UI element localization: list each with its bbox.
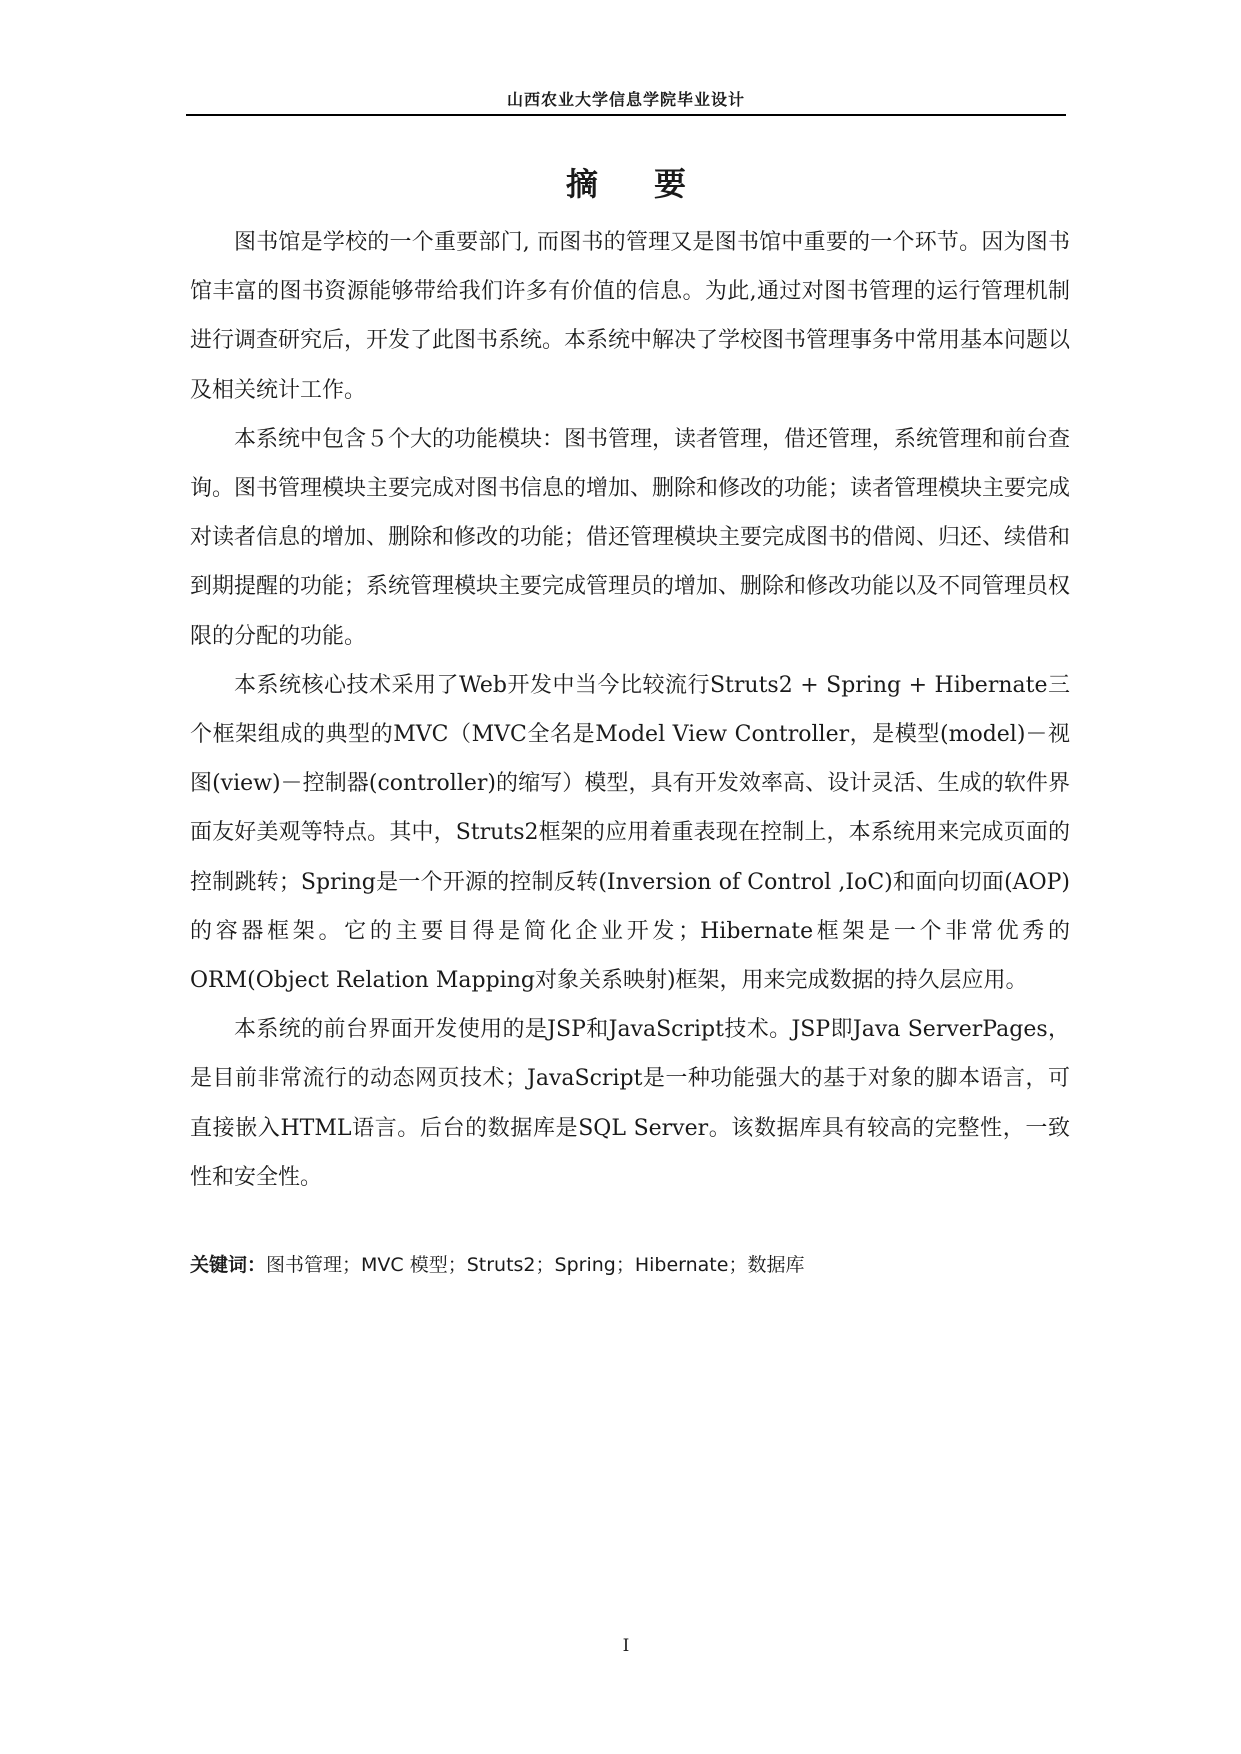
abstract-title: 摘要 — [565, 165, 742, 203]
header-rule — [186, 114, 1066, 116]
page-number: I — [622, 1636, 630, 1656]
keywords-line — [190, 1250, 1070, 1280]
abstract-paragraph-2: 本系统中包含５个大的功能模块：图书管理，读者管理，借还管理，系统管理和前台查询。图书管理模块主要完成对图书信息的增加、删除和修改的功能；读者管理模块主要完成对读者信息的增加、删除和修改的功能；借还管理模块主要完成图书的借阅、归还、续借和到期提醒的功能；系统管理模块主要完成管理员的增加、删除和修改功能以及不同管理员权限的分配的功能。 — [190, 426, 1071, 649]
abstract-body — [190, 218, 1070, 1202]
abstract-paragraph-4: 本系统的前台界面开发使用的是JSP和JavaScript技术。JSP即Java ServerPages，是目前非常流行的动态网页技术；JavaScript是一种功能强大的基于对象的脚本语言，可直接嵌入HTML语言。后台的数据库是SQL Server。该数据库具有较高的完整性，一致性和安全性。 — [190, 1017, 1070, 1190]
keywords-list: 图书管理；MVC 模型；Struts2；Spring；Hibernate；数据库 — [266, 1254, 805, 1276]
abstract-paragraph-1: 图书馆是学校的一个重要部门, 而图书的管理又是图书馆中重要的一个环节。因为图书馆丰富的图书资源能够带给我们许多有价值的信息。为此,通过对图书管理的运行管理机制进行调查研究后，开发了此图书系统。本系统中解决了学校图书管理事务中常用基本问题以及相关统计工作。 — [190, 230, 1071, 403]
abstract-paragraph-3: 本系统核心技术采用了Web开发中当今比较流行Struts2 + Spring + Hibernate三个框架组成的典型的MVC（MVC全名是Model View Controller，是模型(model)－视图(view)－控制器(controller)的缩写）模型，具有开发效率高、设计灵活、生成的软件界面友好美观等特点。其中，Struts2框架的应用着重表现在控制上，本系统用来完成页面的控制跳转；Spring是一个开源的控制反转(Inversion of Control ,IoC)和面向切面(AOP)的容器框架。它的主要目得是简化企业开发；Hibernate框架是一个非常优秀的ORM(Object Relation Mapping对象关系映射)框架，用来完成数据的持久层应用。 — [190, 672, 1070, 994]
running-header: 山西农业大学信息学院毕业设计 — [506, 90, 745, 109]
keywords-label: 关键词： — [190, 1254, 267, 1276]
